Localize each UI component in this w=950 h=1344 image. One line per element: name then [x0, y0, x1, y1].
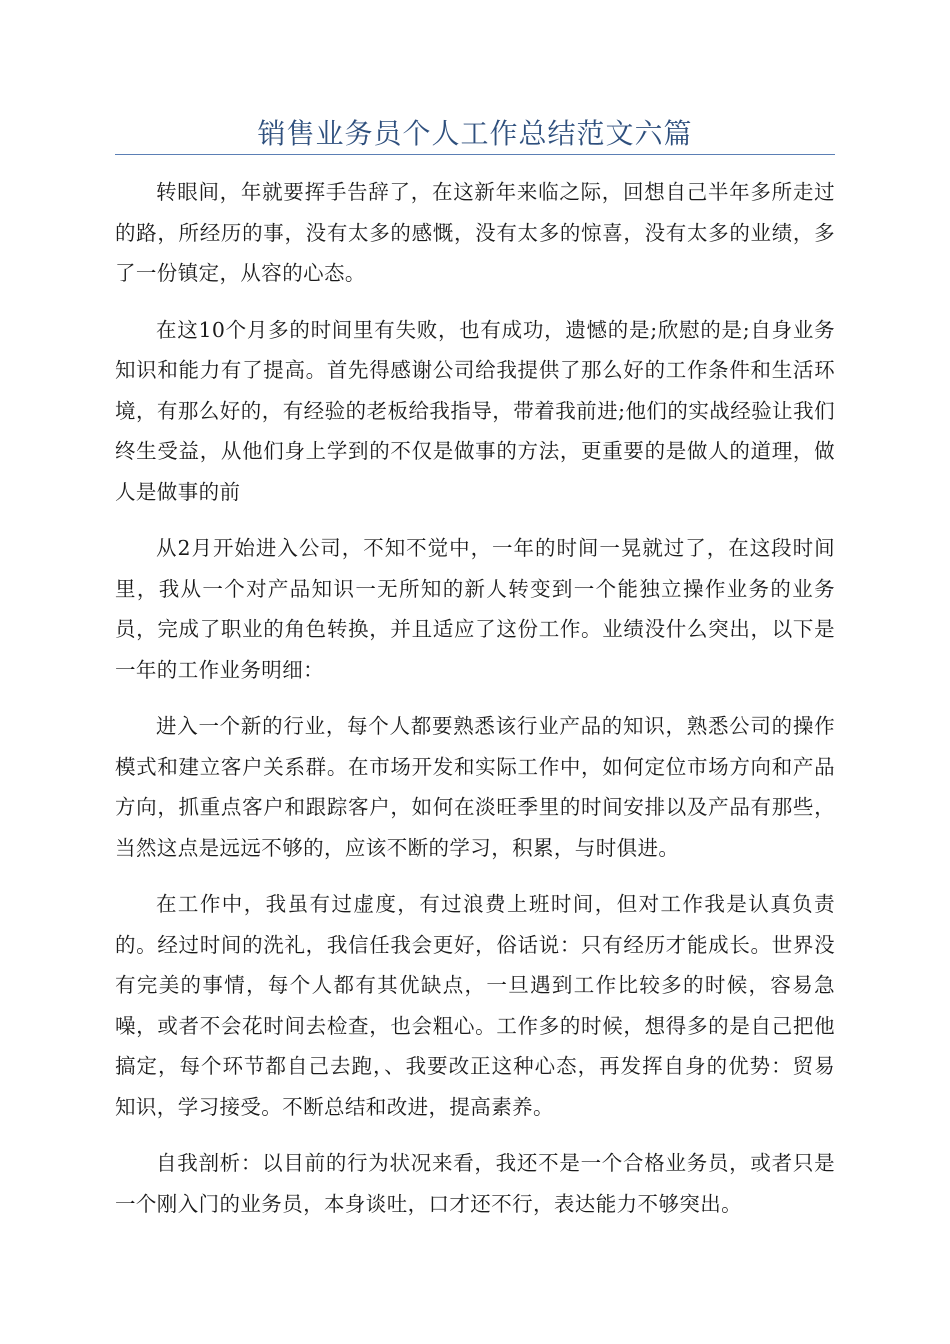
paragraph-6: 自我剖析：以目前的行为状况来看，我还不是一个合格业务员，或者只是一个刚入门的业务员，本身谈吐，口才还不行，表达能力不够突出。	[115, 1151, 835, 1216]
paragraph-5: 在工作中，我虽有过虚度，有过浪费上班时间，但对工作我是认真负责的。经过时间的洗礼，我信任我会更好，俗话说：只有经历才能成长。世界没有完美的事情，每个人都有其优缺点，一旦遇到工作比较多的时候，容易急噪，或者不会花时间去检查，也会粗心。工作多的时候，想得多的是自己把他搞定，每个环节都自己去跑，、我要改正这种心态，再发挥自身的优势：贸易知识，学习接受。不断总结和改进，提高素养。	[115, 892, 835, 1119]
paragraph-1: 转眼间，年就要挥手告辞了，在这新年来临之际，回想自己半年多所走过的路，所经历的事，没有太多的感慨，没有太多的惊喜，没有太多的业绩，多了一份镇定，从容的心态。	[115, 180, 835, 285]
paragraph-4: 进入一个新的行业，每个人都要熟悉该行业产品的知识，熟悉公司的操作模式和建立客户关系群。在市场开发和实际工作中，如何定位市场方向和产品方向，抓重点客户和跟踪客户，如何在淡旺季里的时间安排以及产品有那些，当然这点是远远不够的，应该不断的学习，积累，与时俱进。	[115, 714, 835, 860]
document-body	[115, 172, 835, 1240]
paragraph-3: 从2月开始进入公司，不知不觉中，一年的时间一晃就过了，在这段时间里，我从一个对产品知识一无所知的新人转变到一个能独立操作业务的业务员，完成了职业的角色转换，并且适应了这份工作。业绩没什么突出，以下是一年的工作业务明细：	[115, 536, 835, 682]
title-underline	[115, 154, 835, 155]
document-title: 销售业务员个人工作总结范文六篇	[257, 117, 693, 150]
paragraph-2: 在这10个月多的时间里有失败，也有成功，遗憾的是;欣慰的是;自身业务知识和能力有了提高。首先得感谢公司给我提供了那么好的工作条件和生活环境，有那么好的，有经验的老板给我指导，带着我前进;他们的实战经验让我们终生受益，从他们身上学到的不仅是做事的方法，更重要的是做人的道理，做人是做事的前	[115, 317, 835, 504]
